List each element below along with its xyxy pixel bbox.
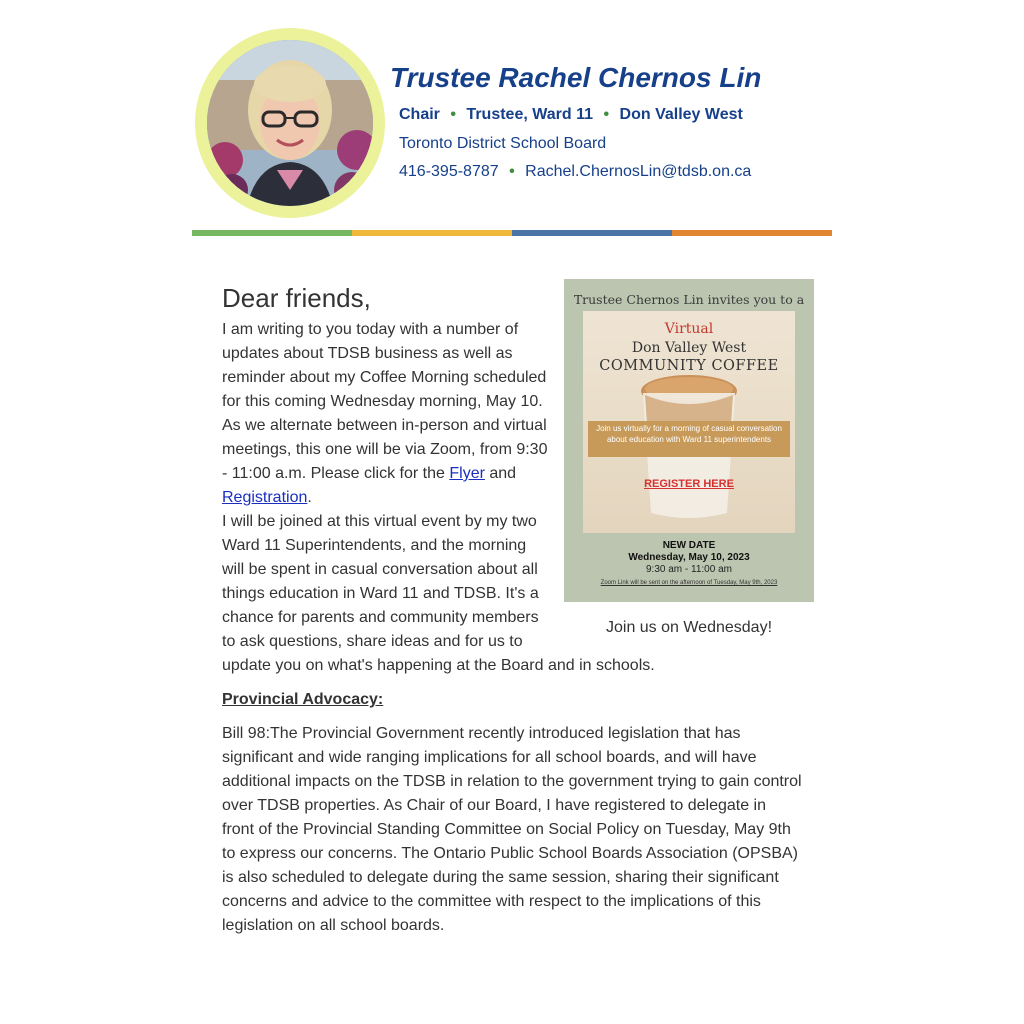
paragraph-text: I am writing to you today with a number of updates about TDSB business as well as reminder about my Coffee Morning scheduled for this coming Wednesday morning, May 10. As we alternate between in-person and virtual meetings, this one will be via Zoom, from 9:30 - 11:00 a.m. Please click for the — [222, 321, 548, 482]
avatar — [207, 40, 373, 206]
phone-number: 416-395-8787 — [399, 163, 499, 180]
flyer-virtual-label: Virtual — [664, 321, 714, 337]
greeting: Dear friends, — [222, 283, 371, 313]
bill-98-paragraph: Bill 98:The Provincial Government recently introduced legislation that has significant and wide ranging implications for all school boards, and will have additional impacts on the TDSB in relation to the government trying to gain control over TDSB properties. As Chair of our Board, I have registered to delegate in front of the Provincial Standing Committee on Social Policy on Tuesday, May 9th to express our concerns. The Ontario Public School Boards Association (OPSBA) is also scheduled to delegate during the same session, sharing their significant concerns and advice to the committee with respect to the implications of this legislation on all school boards. — [222, 725, 802, 934]
email-address[interactable]: Rachel.ChernosLin@tdsb.on.ca — [525, 163, 752, 180]
registration-link[interactable]: Registration — [222, 489, 308, 506]
role-ward-name: Don Valley West — [619, 106, 743, 123]
flyer-container — [564, 279, 814, 640]
flyer-date: Wednesday, May 10, 2023 — [628, 552, 750, 563]
header-color-bar — [192, 230, 832, 236]
newsletter-header — [192, 24, 832, 244]
flyer-time: 9:30 am - 11:00 am — [646, 564, 732, 575]
trustee-roles — [399, 106, 743, 124]
role-chair: Chair — [399, 106, 440, 123]
flyer-location: Don Valley West — [631, 340, 747, 356]
flyer-image[interactable] — [564, 279, 814, 602]
paragraph-text: and — [484, 465, 517, 482]
paragraph-text: . — [307, 489, 312, 506]
newsletter-body — [222, 280, 805, 938]
separator-dot: • — [450, 106, 456, 123]
flyer-inner-panel — [583, 311, 795, 533]
flyer-banner: Join us virtually for a morning of casual conversation about education with Ward 11 superintendents — [588, 421, 790, 457]
role-trustee-ward: Trustee, Ward 11 — [466, 106, 593, 123]
flyer-event-title: COMMUNITY COFFEE — [599, 358, 779, 374]
school-board-name: Toronto District School Board — [399, 135, 607, 152]
flyer-invite-text: Trustee Chernos Lin invites you to a — [573, 292, 805, 307]
flyer-register-link[interactable]: REGISTER HERE — [644, 478, 734, 490]
avatar-ring — [195, 28, 385, 218]
flyer-zoom-note: Zoom Link will be sent on the afternoon of Tuesday, May 9th, 2023 — [600, 580, 778, 586]
trustee-name: Trustee Rachel Chernos Lin — [390, 62, 762, 93]
separator-dot: • — [603, 106, 610, 123]
flyer-caption: Join us on Wednesday! — [605, 619, 773, 636]
color-bar-segment — [512, 230, 672, 236]
color-bar-segment — [192, 230, 352, 236]
flyer-new-date-label: NEW DATE — [662, 540, 716, 551]
color-bar-segment — [352, 230, 512, 236]
flyer-link[interactable]: Flyer — [449, 465, 485, 482]
superintendents-paragraph: I will be joined at this virtual event by my two Ward 11 Superintendents, and the morning will be spent in casual conversation about all things education in Ward 11 and TDSB. It's a chance for parents and community members to ask questions, share ideas and for us to update you on what's happening at the Board and in schools. — [222, 513, 655, 674]
separator-dot: • — [509, 163, 515, 180]
contact-info — [399, 163, 751, 181]
color-bar-segment — [672, 230, 832, 236]
section-heading-provincial-advocacy: Provincial Advocacy: — [222, 691, 384, 708]
